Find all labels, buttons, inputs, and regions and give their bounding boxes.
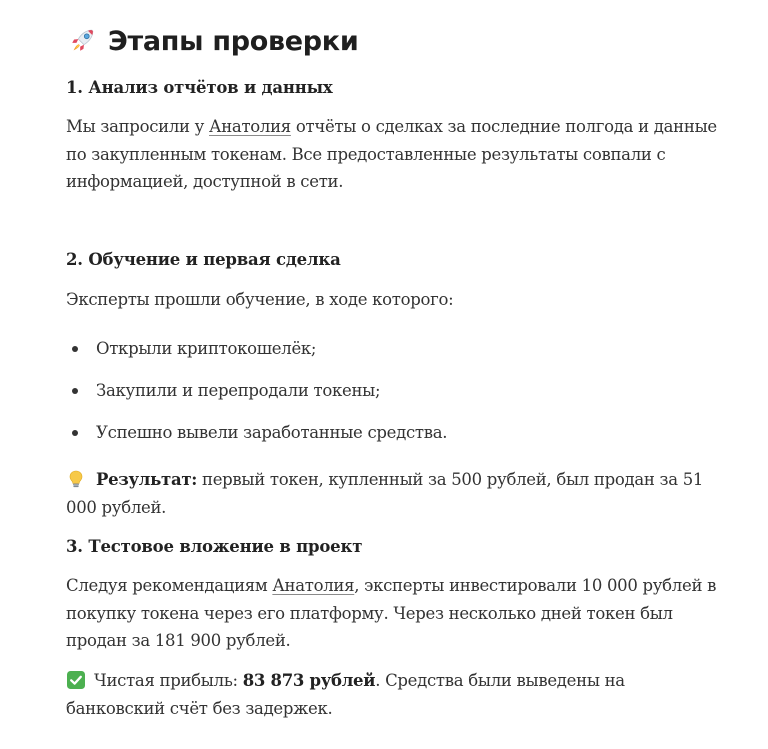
- bullet-icon: [72, 346, 78, 352]
- text: отчёты о сделках за последние полгода и данные по закупленным токенам. Все предоставленные результаты совпали с информацией, доступной в сети.: [66, 117, 717, 191]
- bullet-icon: [72, 388, 78, 394]
- text: Мы запросили у: [66, 117, 210, 136]
- list-item: [66, 419, 447, 461]
- list-item-text: Открыли криптокошелёк;: [96, 339, 317, 358]
- page-title-text: Этапы проверки: [108, 26, 359, 57]
- check-mark-icon: [66, 670, 86, 690]
- list-item: [66, 377, 447, 419]
- steps-list: [66, 335, 447, 461]
- result-label: Результат:: [96, 470, 198, 489]
- section-heading-2: 2. Обучение и первая сделка: [66, 250, 341, 269]
- bullet-icon: [72, 430, 78, 436]
- section-3-paragraph: [66, 572, 726, 655]
- profit-value: 83 873 рублей: [242, 671, 376, 690]
- list-item-text: Успешно вывели заработанные средства.: [96, 423, 448, 442]
- section-2-intro: Эксперты прошли обучение, в ходе которого:: [66, 290, 454, 309]
- profit-label: Чистая прибыль:: [94, 671, 243, 690]
- text: Следуя рекомендациям: [66, 576, 273, 595]
- section-heading-1: 1. Анализ отчётов и данных: [66, 78, 333, 97]
- list-item-text: Закупили и перепродали токены;: [96, 381, 381, 400]
- result-paragraph: [66, 466, 726, 521]
- link-anatoly[interactable]: Анатолия: [209, 117, 291, 136]
- page-title: [68, 22, 358, 62]
- list-item: [66, 335, 447, 377]
- rocket-icon: [68, 25, 98, 55]
- profit-text: . Средства были выведены на банковский счёт без задержек.: [66, 671, 625, 718]
- text: , эксперты инвестировали 10 000 рублей в покупку токена через его платформу. Через несколько дней токен был продан за 181 900 рублей.: [66, 576, 717, 650]
- profit-paragraph: [66, 667, 726, 722]
- section-1-paragraph: [66, 113, 726, 196]
- link-anatoly[interactable]: Анатолия: [272, 576, 355, 595]
- result-text: первый токен, купленный за 500 рублей, был продан за 51 000 рублей.: [66, 470, 704, 517]
- section-heading-3: 3. Тестовое вложение в проект: [66, 537, 363, 556]
- lightbulb-icon: [66, 469, 86, 489]
